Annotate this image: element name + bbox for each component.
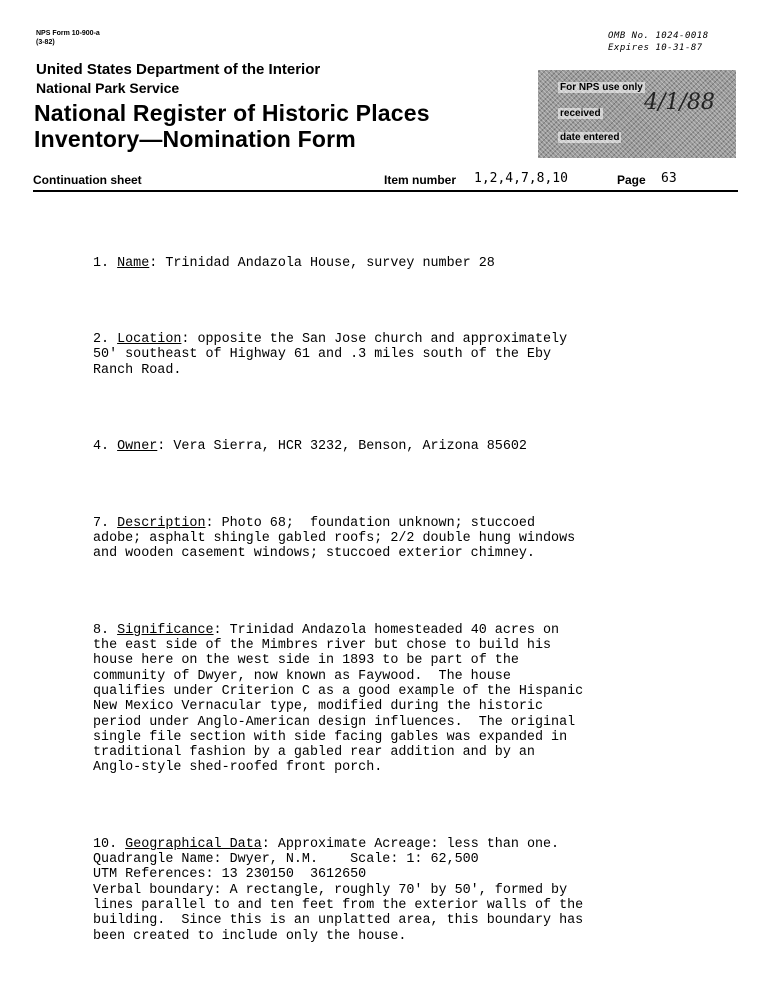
item-number-label: Item number (384, 173, 457, 187)
item-owner (93, 439, 713, 454)
item-line: house here on the west side in 1893 to be part of the (93, 653, 519, 669)
item-number: 2. (93, 332, 118, 348)
item-line: been created to include only the house. (93, 928, 407, 944)
item-line: : Trinidad Andazola homesteaded 40 acres on (213, 622, 560, 638)
omb-expires: Expires 10-31-87 (608, 43, 703, 53)
item-line: Verbal boundary: A rectangle, roughly 70' by 50', formed by (93, 882, 568, 898)
item-line: 50' southeast of Highway 61 and .3 miles south of the Eby (93, 347, 552, 363)
form-identifier (36, 29, 100, 47)
item-geographical-data (93, 837, 713, 944)
item-line: Anglo-style shed-roofed front porch. (93, 760, 383, 776)
item-line: traditional fashion by a gabled rear addition and by an (93, 745, 535, 761)
stamp-received: received (560, 108, 601, 119)
continuation-bar (33, 171, 738, 191)
nps-use-only-stamp (538, 70, 736, 158)
continuation-sheet-label: Continuation sheet (33, 173, 142, 187)
form-title (34, 100, 430, 152)
item-number: 7. (93, 515, 118, 531)
service-name: National Park Service (36, 80, 180, 96)
item-line: : Vera Sierra, HCR 3232, Benson, Arizona 85602 (157, 439, 527, 455)
header-rule (33, 190, 738, 192)
department-name: United States Department of the Interior (36, 61, 321, 78)
item-name (93, 256, 713, 271)
item-significance (93, 623, 713, 776)
item-line: : opposite the San Jose church and approximately (181, 332, 568, 348)
stamp-date-entered: date entered (560, 132, 620, 143)
item-number: 4. (93, 439, 118, 455)
item-line: the east side of the Mimbres river but chose to build his (93, 638, 552, 654)
item-heading: Owner (117, 439, 158, 455)
item-heading: Description (117, 515, 206, 531)
nomination-body (93, 225, 713, 975)
page-label: Page (617, 173, 646, 187)
item-number: 10. (93, 836, 126, 852)
omb-number: OMB No. 1024-0018 (608, 31, 709, 41)
item-line: qualifies under Criterion C as a good example of the Hispanic (93, 683, 584, 699)
stamp-use-only: For NPS use only (560, 82, 643, 93)
item-heading: Significance (117, 622, 214, 638)
item-line: UTM References: 13 230150 3612650 (93, 867, 367, 883)
item-line: building. Since this is an unplatted area, this boundary has (93, 913, 584, 929)
item-line: Ranch Road. (93, 362, 182, 378)
item-line: single file section with side facing gables was expanded in (93, 729, 568, 745)
item-heading: Location (117, 332, 182, 348)
item-description (93, 516, 713, 562)
item-line: adobe; asphalt shingle gabled roofs; 2/2 double hung windows (93, 530, 576, 546)
page-value: 63 (661, 171, 677, 186)
stamp-handwritten-date: 4/1/88 (644, 90, 715, 115)
form-revision: (3-82) (36, 39, 55, 46)
item-line: : Approximate Acreage: less than one. (261, 836, 560, 852)
item-heading: Geographical Data (125, 836, 262, 852)
item-line: and wooden casement windows; stuccoed exterior chimney. (93, 546, 535, 562)
item-line: period under Anglo-American design influences. The original (93, 714, 576, 730)
item-number-value: 1,2,4,7,8,10 (474, 171, 568, 186)
omb-block (608, 30, 709, 54)
item-line: community of Dwyer, now known as Faywood. The house (93, 668, 511, 684)
item-line: : Photo 68; foundation unknown; stuccoed (205, 515, 535, 531)
item-heading: Name (117, 255, 150, 271)
item-line: lines parallel to and ten feet from the exterior walls of the (93, 898, 584, 914)
form-title-line1: National Register of Historic Places (34, 100, 430, 126)
item-number: 1. (93, 255, 118, 271)
item-number: 8. (93, 622, 118, 638)
item-line: : Trinidad Andazola House, survey number 28 (149, 255, 495, 271)
form-title-line2: Inventory—Nomination Form (34, 126, 356, 152)
item-line: Quadrangle Name: Dwyer, N.M. Scale: 1: 62,500 (93, 852, 479, 868)
item-line: New Mexico Vernacular type, modified during the historic (93, 699, 543, 715)
form-number: NPS Form 10-900-a (36, 30, 100, 37)
item-location (93, 332, 713, 378)
